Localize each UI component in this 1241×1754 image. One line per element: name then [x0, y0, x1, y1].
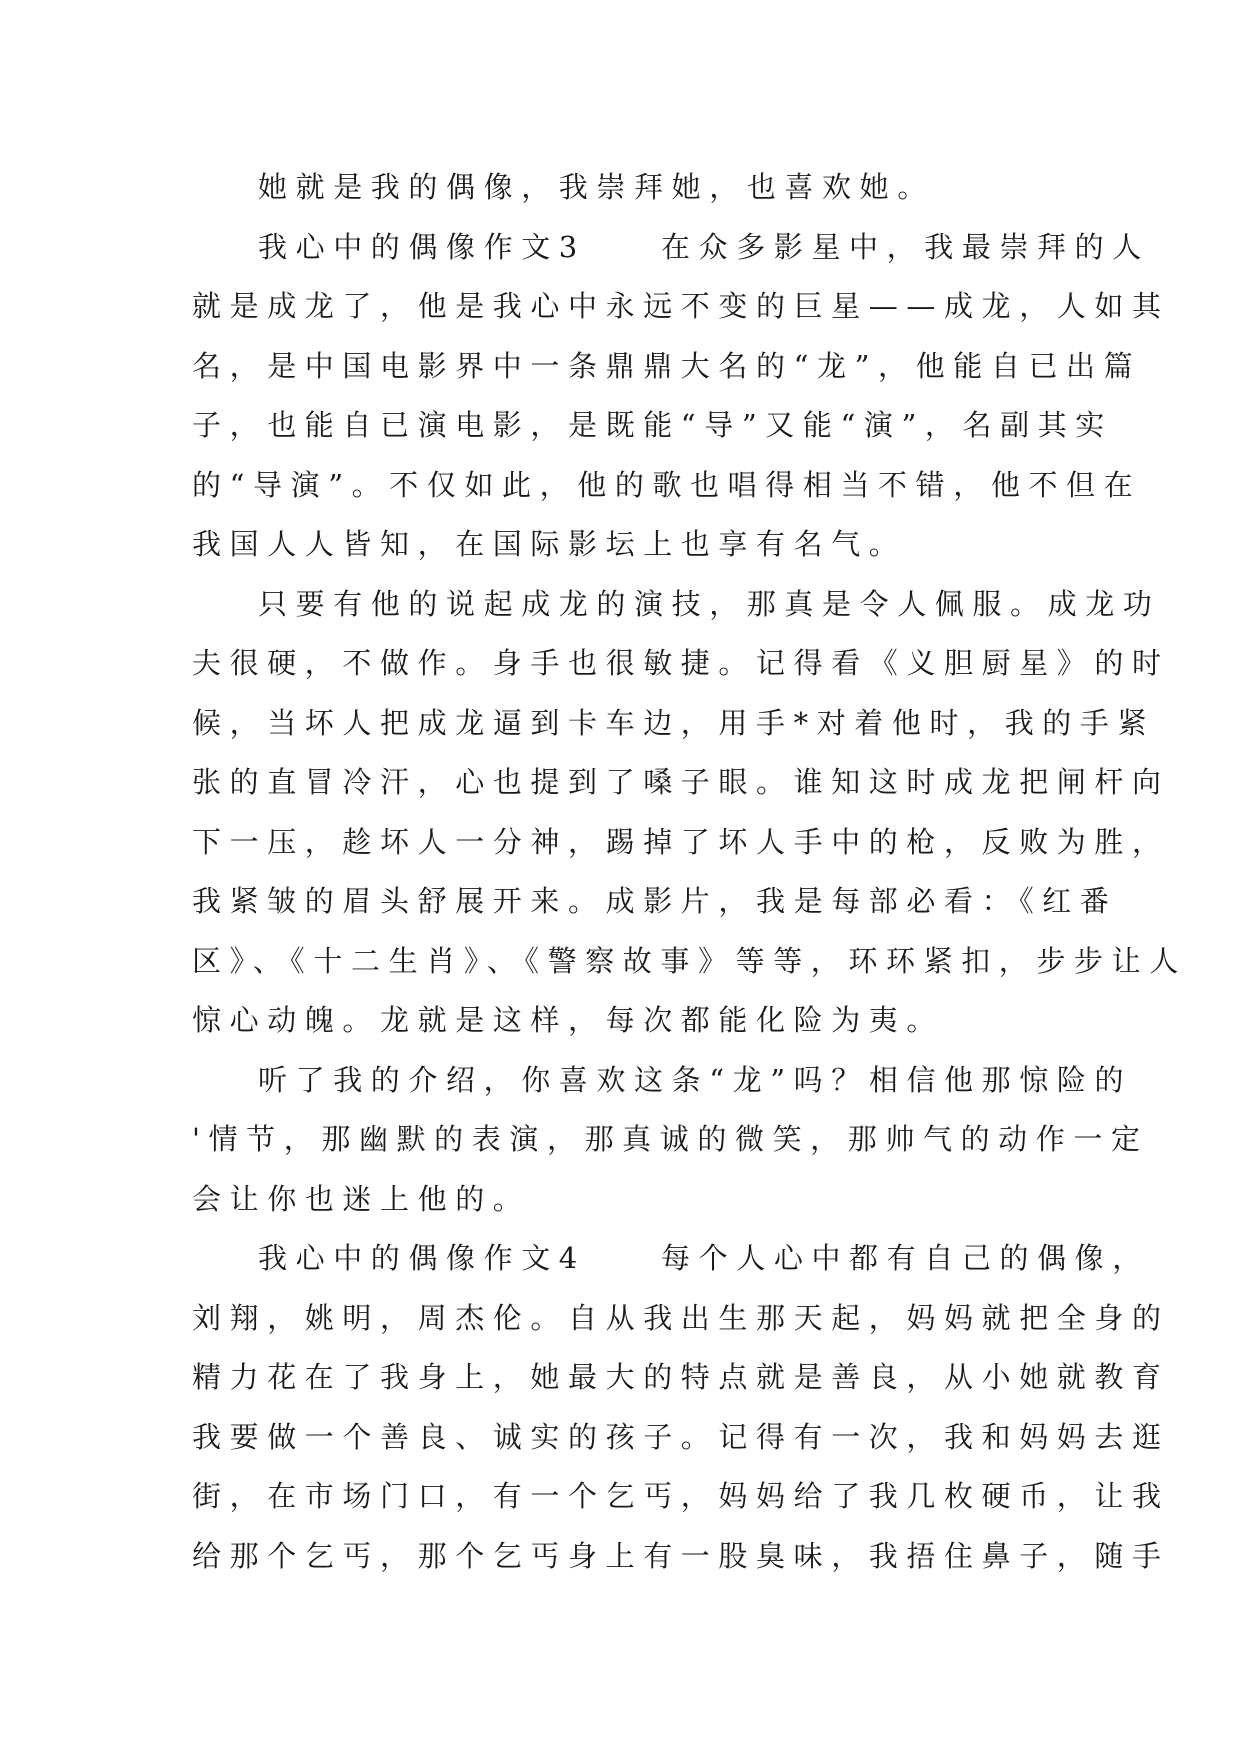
text-line: 我紧皱的眉头舒展开来。成影片，我是每部必看：《红番	[192, 884, 1118, 918]
text-line: 张的直冒冷汗，心也提到了嗓子眼。谁知这时成龙把闸杆向	[192, 765, 1170, 799]
text-line: 区》、《十二生肖》、《警察故事》等等，环环紧扣，步步让人	[192, 943, 1187, 978]
text-line: 就是成龙了，他是我心中永远不变的巨星——成龙，人如其	[192, 289, 1170, 323]
text-line: 候，当坏人把成龙逼到卡车边，用手*对着他时，我的手紧	[192, 705, 1156, 740]
essay-text	[192, 158, 1187, 1586]
text-line: 名，是中国电影界中一条鼎鼎大名的“龙”，他能自已出篇	[192, 348, 1142, 383]
text-line: 街，在市场门口，有一个乞丐，妈妈给了我几枚硬币，让我	[192, 1479, 1170, 1513]
text-line: 的“导演”。不仅如此，他的歌也唱得相当不错，他不但在	[192, 467, 1142, 502]
text-line: 我国人人皆知，在国际影坛上也享有名气。	[192, 527, 907, 561]
paragraph-start-line: 听了我的介绍，你喜欢这条“龙”吗？相信他那惊险的	[258, 1062, 1133, 1097]
text-line: 惊心动魄。龙就是这样，每次都能化险为夷。	[192, 1003, 945, 1037]
text-line: 夫很硬，不做作。身手也很敏捷。记得看《义胆厨星》的时	[192, 646, 1170, 680]
text-line: 给那个乞丐，那个乞丐身上有一股臭味，我捂住鼻子，随手	[192, 1538, 1170, 1573]
paragraph-start-line: 她就是我的偶像，我崇拜她，也喜欢她。	[258, 170, 935, 204]
text-line: '情节，那幽默的表演，那真诚的微笑，那帅气的动作一定	[192, 1122, 1149, 1156]
text-line: 子，也能自已演电影，是既能“导”又能“演”，名副其实	[192, 408, 1113, 442]
paragraph-start-line: 只要有他的说起成龙的演技，那真是令人佩服。成龙功	[258, 586, 1161, 621]
text-line: 我要做一个善良、诚实的孩子。记得有一次，我和妈妈去逛	[192, 1419, 1170, 1454]
text-line: 下一压，趁坏人一分神，踢掉了坏人手中的枪，反败为胜，	[192, 824, 1170, 859]
text-line: 刘翔，姚明，周杰伦。自从我出生那天起，妈妈就把全身的	[192, 1300, 1170, 1335]
text-line: 精力花在了我身上，她最大的特点就是善良，从小她就教育	[192, 1360, 1170, 1394]
paragraph-start-line: 我心中的偶像作文4 每个人心中都有自己的偶像，	[258, 1241, 1150, 1275]
text-line: 会让你也迷上他的。	[192, 1181, 531, 1216]
paragraph-start-line: 我心中的偶像作文3 在众多影星中，我最崇拜的人	[258, 229, 1150, 264]
